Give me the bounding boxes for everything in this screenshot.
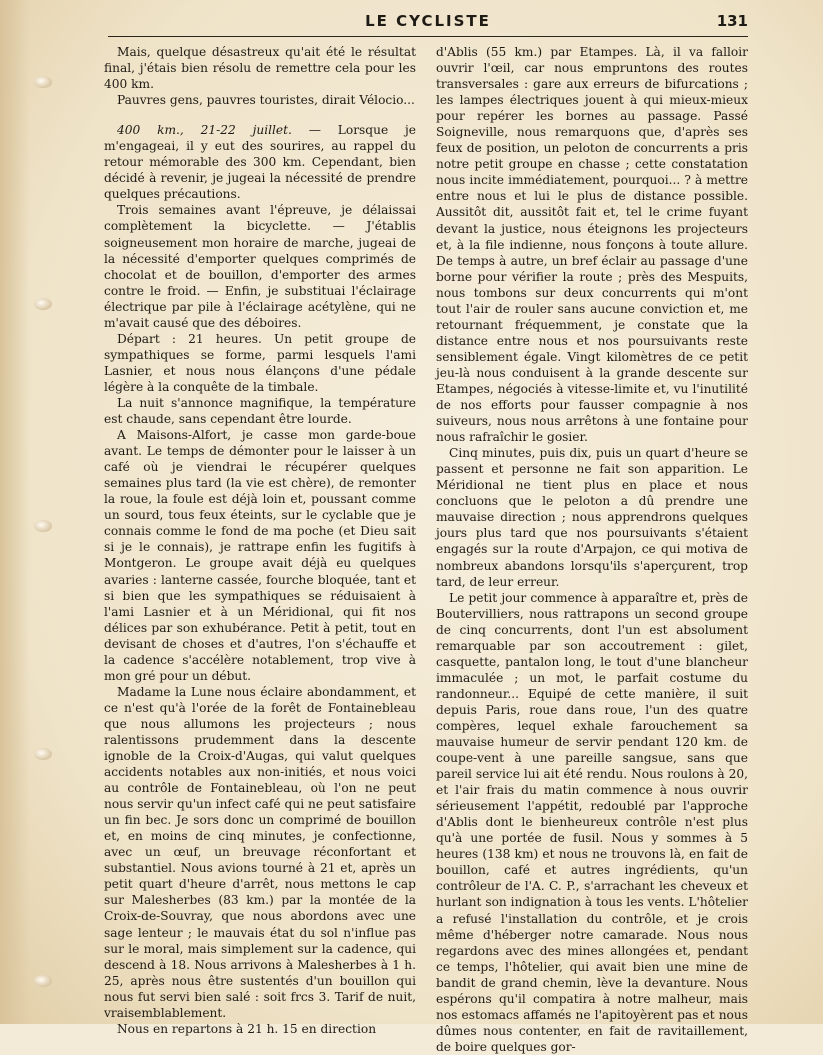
paragraph: Départ : 21 heures. Un petit groupe de sympathiques se forme, parmi lesquels l'ami Lasnier, et nous nous élançons d'une pédale légère à la conquête de la timbale. [104, 331, 416, 394]
right-column [436, 44, 748, 1054]
paragraph-400km [104, 122, 416, 202]
paragraph: A Maisons-Alfort, je casse mon garde-boue avant. Le temps de démonter pour le laisser à un café où je viendrai le récupérer quelques semaines plus tard (la vie est chère), de remonter la roue, la foule est déjà loin et, poussant comme un sourd, tous feux éteints, sur le cyclable que je connais comme le fond de ma poche (et Dieu sait si je le connais), je rattrape enfin les fugitifs à Montgeron. Le groupe avait déjà eu quelques avaries : lanterne cassée, fourche bloquée, tant et si bien que les sympathiques se réduisaient à l'ami Lasnier et à un Méridional, qui fit nos délices par son exhubérance. Petit à petit, tout en devisant de choses et d'autres, l'on s'échauffe et la cadence s'accélère notablement, trop vive à mon gré pour un début. [104, 428, 416, 683]
paragraph: Madame la Lune nous éclaire abondamment, et ce n'est qu'à l'orée de la forêt de Fontainebleau que nous allumons les projecteurs ; nous ralentissons prudemment dans la descente ignoble de la Croix-d'Augas, qui valut quelques accidents notables aux non-initiés, et nous voici au contrôle de Fontainebleau, où l'on ne peut nous servir qu'un infect café qui ne peut satisfaire un fin bec. Je sors donc un comprimé de bouillon et, en moins de cinq minutes, je confectionne, avec un œuf, un breuvage réconfortant et substantiel. Nous avions tourné à 21 et, après un petit quart d'heure d'arrêt, nous mettons le cap sur Malesherbes (83 km.) par la montée de la Croix-de-Souvray, que nous abordons avec une sage lenteur ; le mauvais état du sol n'influe pas sur le moral, mais simplement sur la cadence, qui descend à 18. Nous arrivons à Malesherbes à 1 h. 25, après nous être sustentés d'un bouillon qui nous fut servi bien salé : soit frcs 3. Tarif de nuit, vraisemblablement. [104, 684, 416, 1020]
paragraph: Trois semaines avant l'épreuve, je délaissai complètement la bicyclette. — J'établis soigneusement mon horaire de marche, jugeai de la nécessité d'emporter quelques comprimés de chocolat et de bouillon, d'emporter des armes contre le froid. — Enfin, je substituai l'éclairage électrique par pile à l'éclairage acétylène, qui ne m'avait causé que des déboires. [104, 203, 416, 330]
page-edge-shadow [0, 0, 30, 1024]
punch-hole-icon [34, 76, 52, 88]
punch-hole-icon [34, 975, 52, 987]
section-date: 400 km., 21-22 juillet. [117, 123, 292, 138]
paragraph: Le petit jour commence à apparaître et, près de Boutervilliers, nous rattrapons un second groupe de cinq concurrents, dont l'un est absolument remarquable par son accoutrement : gilet, casquette, pantalon long, le tout d'une blancheur immaculée ; un mot, le parfait costume du randonneur... Equipé de cette manière, il suit depuis Paris, roue dans roue, l'un des quatre compères, lequel exhale farouchement sa mauvaise humeur de servir pendant 120 km. de coupe-vent à une pareille sangsue, sans que pareil service lui ait été rendu. Nous roulons à 20, et l'air frais du matin commence à nous ouvrir sérieusement l'appétit, redoublé par l'approche d'Ablis dont le bienheureux contrôle n'est plus qu'à une portée de fusil. Nous y sommes à 5 heures (138 km) et nous ne trouvons là, en fait de bouillon, café et autres ingrédients, qu'un contrôleur de l'A. C. P., s'arrachant les cheveux et hurlant son indignation à tous les vents. L'hôtelier a refusé l'installation du contrôle, et je crois même d'héberger notre camarade. Nous nous regardons avec des mines allongées et, pendant ce temps, l'hôtelier, qui avait bien une mine de bandit de grand chemin, lève la devanture. Nous espérons qu'il compatira à notre malheur, mais nos estomacs affamés ne l'apitoyèrent pas et nous dûmes nous contenter, en fait de ravitaillement, de boire quelques gor- [436, 590, 748, 1054]
punch-hole-icon [34, 748, 52, 760]
running-title: LE CYCLISTE [365, 12, 491, 30]
punch-hole-icon [34, 520, 52, 532]
paragraph: Cinq minutes, puis dix, puis un quart d'heure se passent et personne ne fait son apparition. Le Méridional ne tient plus en place et nous concluons que le peloton a dû prendre une mauvaise direction ; nous apprendrons quelques jours plus tard que nos poursuivants s'étaient engagés sur la route d'Arpajon, ce qui motiva de nombreux abandons lorsqu'ils s'aperçurent, trop tard, de leur erreur. [436, 446, 748, 589]
paragraph: La nuit s'annonce magnifique, la température est chaude, sans cependant être lourde. [104, 395, 416, 427]
paragraph-text: — Lorsque je m'engageai, il y eut des sourires, au rappel du retour mémorable des 300 km. Cependant, bien décidé à revenir, je jugeai la nécessité de prendre quelques précautions. [104, 123, 416, 202]
left-column [104, 44, 416, 1036]
paragraph: d'Ablis (55 km.) par Etampes. Là, il va falloir ouvrir l'œil, car nous empruntons des routes transversales : gare aux erreurs de bifurcations ; les lampes électriques jouent à qui mieux-mieux pour repérer les bornes au passage. Passé Soigneville, nous remarquons que, d'après ses feux de position, un peloton de concurrents a pris notre petit groupe en chasse ; cette constatation nous incite immédiatement, pourquoi... ? à mettre entre nous et lui le plus de distance possible. Aussitôt dit, aussitôt fait et, tel le crime fuyant devant la justice, nous éteignons les projecteurs et, à la file indienne, nous fonçons à toute allure. De temps à autre, un bref éclair au passage d'une borne pour vérifier la route ; près des Mespuits, nous tombons sur deux concurrents qui m'ont tout l'air de rouler sans aucune conviction et, me retournant fréquemment, je constate que la distance entre nous et nos poursuivants reste sensiblement égale. Vingt kilomètres de ce petit jeu-là nous conduisent à la grande descente sur Etampes, négociés à vitesse-limite et, vu l'inutilité de nos efforts pour fausser compagnie à nos suiveurs, nous nous arrêtons à une fontaine pour nous rafraîchir le gosier. [436, 45, 748, 445]
page-header [108, 8, 748, 37]
punch-hole-icon [34, 298, 52, 310]
paragraph: Nous en repartons à 21 h. 15 en direction [117, 1021, 377, 1036]
paragraph: Pauvres gens, pauvres touristes, dirait Vélocio... [117, 93, 415, 108]
paragraph: Mais, quelque désastreux qu'ait été le résultat final, j'étais bien résolu de remettre cela pour les 400 km. [104, 45, 416, 92]
page-number: 131 [716, 12, 748, 30]
